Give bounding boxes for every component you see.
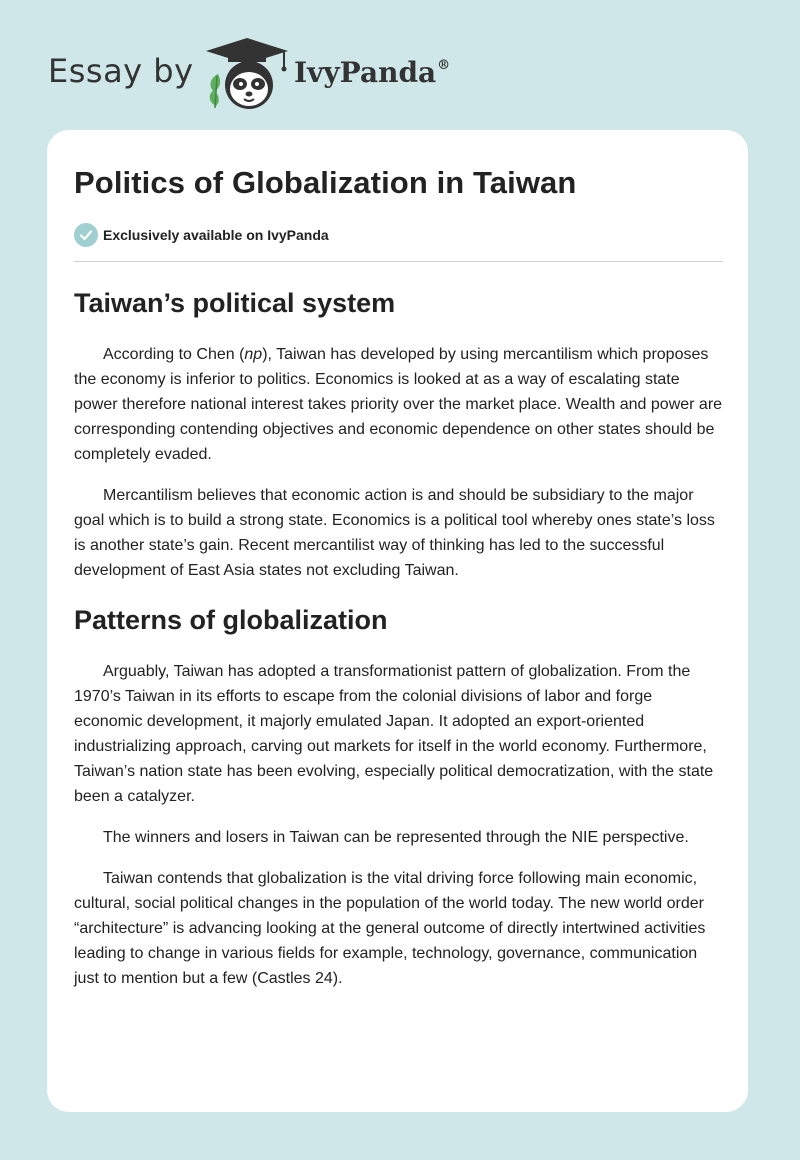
paragraph: Taiwan contends that globalization is the vital driving force following main economic, cultural, social political changes in the population of the world today. The new world order “architecture” is advancing looking at the general outcome of directly intertwined activities leading to change in various fields for example, technology, governance, communication just to mention but a few (Castles 24).: [74, 870, 706, 987]
section-heading: Patterns of globalization: [74, 605, 388, 635]
site-header: [48, 36, 548, 112]
panda-logo-icon[interactable]: [204, 36, 290, 112]
page-title: Politics of Globalization in Taiwan: [74, 165, 577, 200]
brand-name[interactable]: IvyPanda®: [294, 56, 451, 89]
registered-mark: ®: [437, 58, 451, 73]
paragraph: According to Chen (np), Taiwan has developed by using mercantilism which proposes the economy is inferior to politics. Economics is looked at as a way of escalating state power therefore national interest takes priority over the market place. Wealth and power are corresponding contending objectives and economic dependence on other states should be completely evaded.: [74, 346, 723, 463]
essay-card: [47, 130, 748, 1112]
check-icon: [74, 223, 98, 247]
paragraph: Mercantilism believes that economic action is and should be subsidiary to the major goal which is to build a strong state. Economics is a political tool whereby ones state’s loss is another state’s gain. Recent mercantilist way of thinking has led to the successful development of East Asia states not excluding Taiwan.: [74, 487, 715, 579]
badge-label: Exclusively available on IvyPanda: [103, 227, 329, 243]
exclusive-badge: [74, 223, 329, 247]
section-heading: Taiwan’s political system: [74, 288, 396, 318]
paragraph: Arguably, Taiwan has adopted a transformationist pattern of globalization. From the 1970’s Taiwan in its efforts to escape from the colonial divisions of labor and forge economic development, it majorly emulated Japan. It adopted an export-oriented industrializing approach, carving out markets for itself in the world economy. Furthermore, Taiwan’s nation state has been evolving, especially political democratization, with the state been a catalyzer.: [74, 663, 714, 805]
essay-by-label: Essay by: [48, 52, 194, 90]
title-divider: [74, 261, 723, 262]
essay-body: [74, 270, 725, 991]
paragraph: The winners and losers in Taiwan can be represented through the NIE perspective.: [103, 829, 689, 846]
